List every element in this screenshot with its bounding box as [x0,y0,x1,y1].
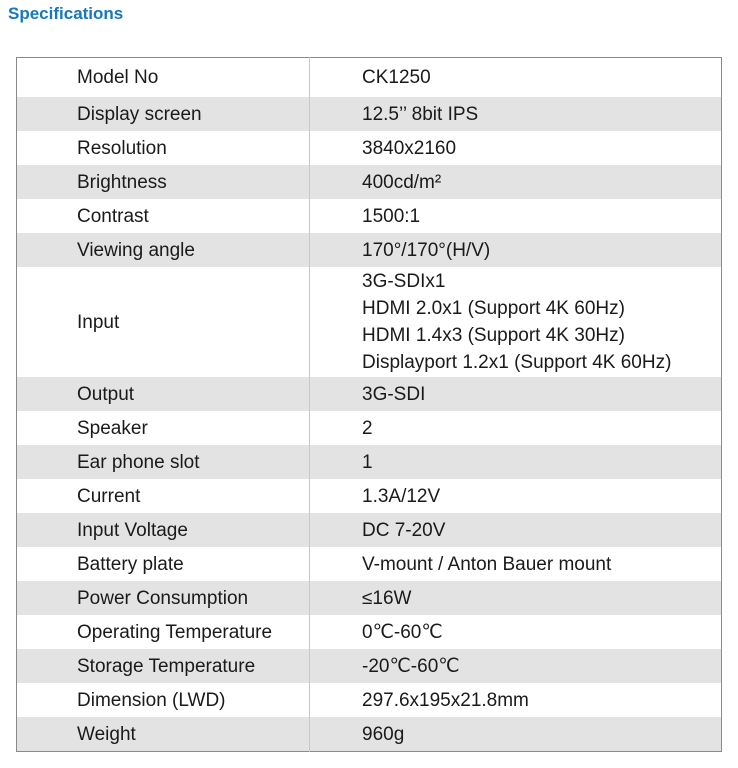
spec-value [310,547,722,581]
spec-value-line: 297.6x195x21.8mm [362,689,529,711]
spec-label: Battery plate [17,547,310,581]
spec-row [17,513,722,547]
spec-row [17,199,722,233]
spec-label: Current [17,479,310,513]
spec-value [310,377,722,411]
spec-row [17,411,722,445]
spec-label: Brightness [17,165,310,199]
spec-value-line: HDMI 2.0x1 (Support 4K 60Hz) [362,298,625,319]
spec-label: Ear phone slot [17,445,310,479]
spec-label: Power Consumption [17,581,310,615]
spec-value [310,199,722,233]
spec-label: Contrast [17,199,310,233]
spec-row [17,165,722,199]
spec-row [17,615,722,649]
spec-value [310,479,722,513]
spec-label: Dimension (LWD) [17,683,310,717]
section-heading: Specifications [8,4,124,23]
spec-value [310,131,722,165]
spec-row [17,683,722,717]
spec-label: Viewing angle [17,233,310,267]
spec-row [17,581,722,615]
spec-row [17,717,722,752]
spec-value-line: 1500:1 [362,205,421,227]
spec-label: Input [17,267,310,377]
spec-value-line: DC 7-20V [362,519,446,541]
spec-value-line: 3840x2160 [362,137,457,159]
spec-label: Model No [17,58,310,98]
spec-row [17,649,722,683]
spec-row [17,479,722,513]
spec-value [310,649,722,683]
spec-label: Input Voltage [17,513,310,547]
spec-row [17,377,722,411]
spec-value-line: CK1250 [362,67,431,88]
spec-row [17,233,722,267]
spec-value [310,513,722,547]
specifications-table [16,57,722,752]
specifications-table-body [17,58,722,752]
spec-value [310,165,722,199]
spec-value [310,58,722,98]
spec-value-line: V-mount / Anton Bauer mount [362,553,612,575]
spec-label: Speaker [17,411,310,445]
spec-label: Operating Temperature [17,615,310,649]
spec-value-line: 960g [362,723,405,745]
spec-row [17,445,722,479]
spec-value [310,615,722,649]
spec-value [310,581,722,615]
spec-value [310,411,722,445]
spec-value-line: ≤16W [362,587,412,609]
spec-value [310,267,722,377]
spec-value-line: Displayport 1.2x1 (Support 4K 60Hz) [362,352,672,373]
spec-value-line: 2 [362,417,373,439]
spec-row [17,97,722,131]
spec-value-line: 3G-SDI [362,383,426,405]
spec-row [17,547,722,581]
spec-value [310,683,722,717]
spec-row [17,131,722,165]
spec-value [310,445,722,479]
spec-label: Resolution [17,131,310,165]
spec-value-line: 0℃-60℃ [362,621,443,643]
spec-value-line: 170°/170°(H/V) [362,239,491,261]
spec-label: Display screen [17,97,310,131]
spec-value-line: 3G-SDIx1 [362,271,446,292]
spec-row [17,267,722,377]
spec-value-line: 12.5’’ 8bit IPS [362,103,479,125]
spec-value [310,233,722,267]
spec-label: Output [17,377,310,411]
spec-value [310,717,722,752]
spec-label: Weight [17,717,310,752]
spec-row [17,58,722,98]
spec-value-line: HDMI 1.4x3 (Support 4K 30Hz) [362,325,625,346]
spec-value-line: 1 [362,451,373,473]
spec-value [310,97,722,131]
spec-value-line: -20℃-60℃ [362,655,460,677]
spec-value-line: 1.3A/12V [362,485,441,507]
spec-value-line: 400cd/m² [362,171,442,193]
spec-label: Storage Temperature [17,649,310,683]
